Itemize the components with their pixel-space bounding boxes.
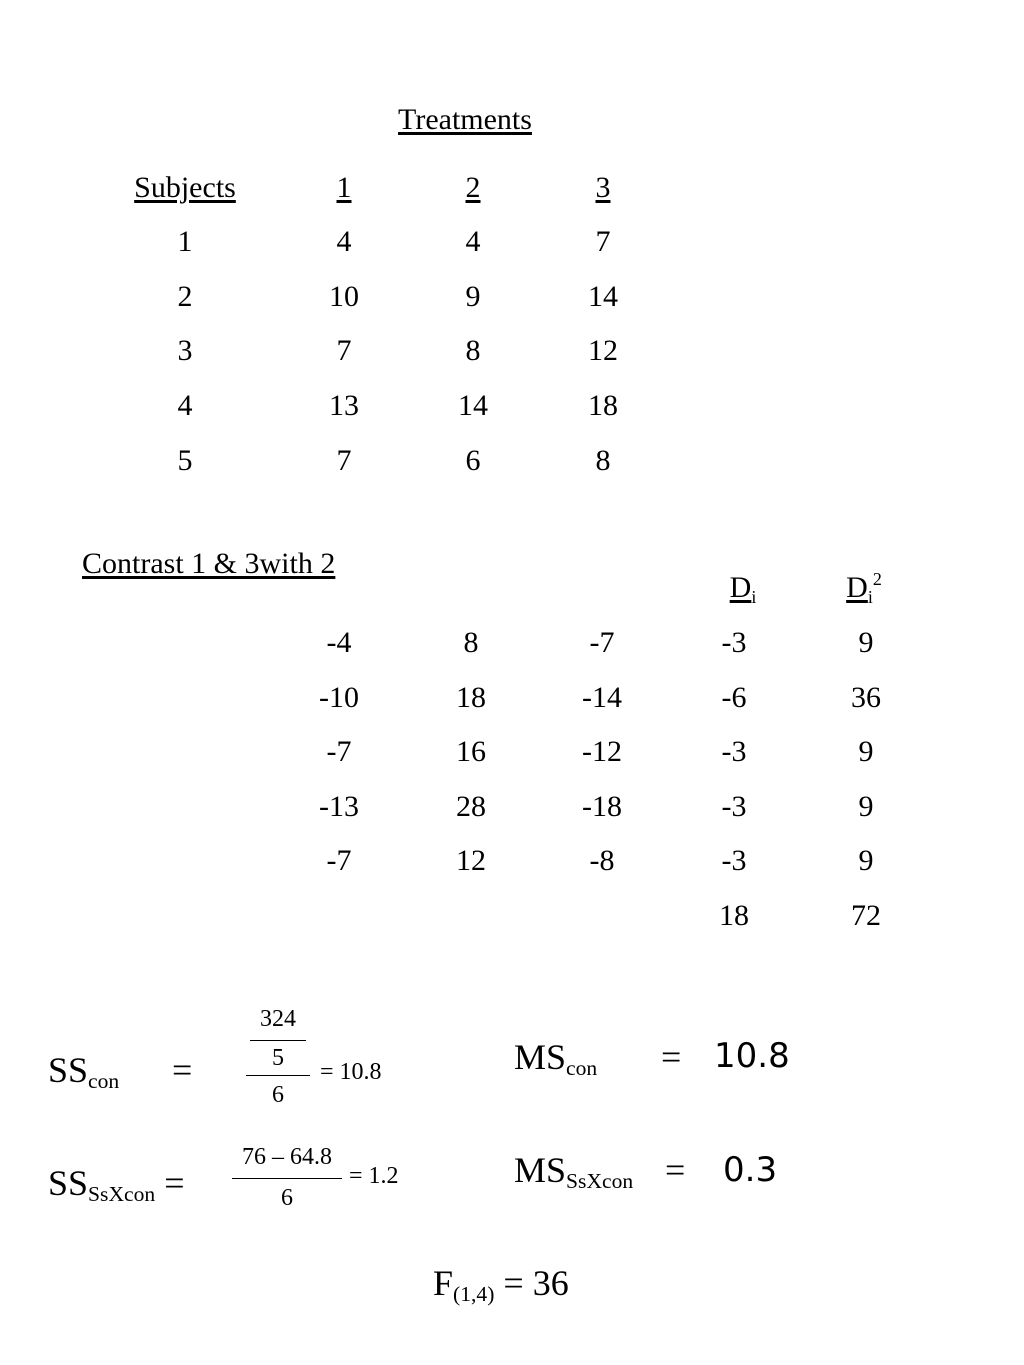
ss-con-numerator-bottom: 5: [272, 1045, 284, 1071]
header-di: [730, 570, 757, 606]
ss-con-inner-fraction-line: [250, 1040, 306, 1041]
table-cell: 4: [177, 389, 193, 422]
table-cell: 18: [588, 389, 618, 422]
table-cell: 13: [329, 389, 359, 422]
table-cell: 9: [858, 790, 874, 823]
ss-ssxcon-label: [48, 1163, 185, 1206]
table-cell: -8: [589, 844, 615, 877]
table-cell: -12: [582, 735, 622, 768]
table-cell: -10: [319, 681, 359, 714]
ss-ssxcon-denominator: 6: [281, 1185, 293, 1211]
header-di-squared: [846, 570, 882, 606]
table-cell: -13: [319, 790, 359, 823]
di2-superscript: 2: [872, 569, 882, 589]
f-result: = 36: [503, 1263, 569, 1303]
header-treatment-1: 1: [336, 171, 352, 204]
table-cell: 8: [463, 626, 479, 659]
table-cell: 16: [456, 735, 486, 768]
ms-con-equals: =: [661, 1037, 682, 1077]
table-cell: 7: [336, 334, 352, 367]
f-ratio: [433, 1263, 569, 1306]
ms-ssxcon-value: 0.3: [723, 1150, 778, 1190]
ss-ssxcon-numerator: 76 – 64.8: [242, 1144, 332, 1170]
table-cell: 4: [465, 225, 481, 258]
ss-con-subscript: con: [88, 1069, 120, 1093]
table-cell: -3: [721, 626, 747, 659]
ms-con-label: [514, 1037, 598, 1080]
table-cell: 8: [595, 444, 611, 477]
table-cell: -7: [589, 626, 615, 659]
ss-con-label: [48, 1050, 120, 1093]
di-subscript: i: [751, 587, 757, 607]
table-cell: 9: [465, 280, 481, 313]
table-cell: 9: [858, 735, 874, 768]
ss-con-denominator: 6: [272, 1082, 284, 1108]
table-cell: 2: [177, 280, 193, 313]
contrast-heading: Contrast 1 & 3with 2: [82, 547, 336, 580]
table-cell: -3: [721, 790, 747, 823]
ss-con-numerator-top: 324: [260, 1006, 296, 1032]
table-cell: -14: [582, 681, 622, 714]
ss-con-fraction-line: [246, 1075, 310, 1076]
ms-ssxcon-label: [514, 1150, 634, 1193]
table-cell: 7: [595, 225, 611, 258]
di-base: D: [729, 571, 752, 604]
ms-con-value: 10.8: [714, 1036, 790, 1076]
table-cell: 7: [336, 444, 352, 477]
table-cell: -6: [721, 681, 747, 714]
f-subscript: (1,4): [453, 1282, 495, 1306]
table-cell: -3: [721, 844, 747, 877]
table-cell: 5: [177, 444, 193, 477]
ss-con-base: SS: [48, 1050, 89, 1090]
table-cell: -18: [582, 790, 622, 823]
table-cell: 3: [177, 334, 193, 367]
table-cell: 14: [588, 280, 618, 313]
table-cell: 18: [456, 681, 486, 714]
di2-base: D: [846, 571, 868, 604]
ss-ssxcon-equals: =: [164, 1163, 185, 1203]
ms-con-subscript: con: [566, 1056, 598, 1080]
total-di: 18: [719, 899, 749, 932]
table-cell: -3: [721, 735, 747, 768]
ms-ssxcon-base: MS: [514, 1150, 567, 1190]
ss-ssxcon-base: SS: [48, 1163, 89, 1203]
header-subjects: Subjects: [134, 171, 236, 204]
table-cell: 28: [456, 790, 486, 823]
table-cell: 8: [465, 334, 481, 367]
header-treatment-2: 2: [465, 171, 481, 204]
table-cell: 4: [336, 225, 352, 258]
ss-ssxcon-result: = 1.2: [349, 1163, 399, 1189]
treatments-heading: Treatments: [398, 103, 532, 136]
table-cell: 9: [858, 844, 874, 877]
total-di-squared: 72: [851, 899, 881, 932]
table-cell: -4: [326, 626, 352, 659]
ms-con-base: MS: [514, 1037, 567, 1077]
ss-con-result: = 10.8: [320, 1059, 382, 1085]
ms-ssxcon-equals: =: [665, 1150, 686, 1190]
table-cell: 36: [851, 681, 881, 714]
di2-subscript: i: [867, 587, 873, 607]
table-cell: 12: [588, 334, 618, 367]
header-treatment-3: 3: [595, 171, 611, 204]
table-cell: 14: [458, 389, 488, 422]
table-cell: 1: [177, 225, 193, 258]
ms-ssxcon-subscript: SsXcon: [566, 1169, 634, 1193]
table-cell: 12: [456, 844, 486, 877]
table-cell: 9: [858, 626, 874, 659]
table-cell: 6: [465, 444, 481, 477]
table-cell: -7: [326, 735, 352, 768]
ss-con-equals: =: [172, 1050, 193, 1090]
ss-ssxcon-fraction-line: [232, 1178, 342, 1179]
table-cell: -7: [326, 844, 352, 877]
table-cell: 10: [329, 280, 359, 313]
ss-ssxcon-subscript: SsXcon: [88, 1182, 156, 1206]
f-base: F: [433, 1263, 454, 1303]
